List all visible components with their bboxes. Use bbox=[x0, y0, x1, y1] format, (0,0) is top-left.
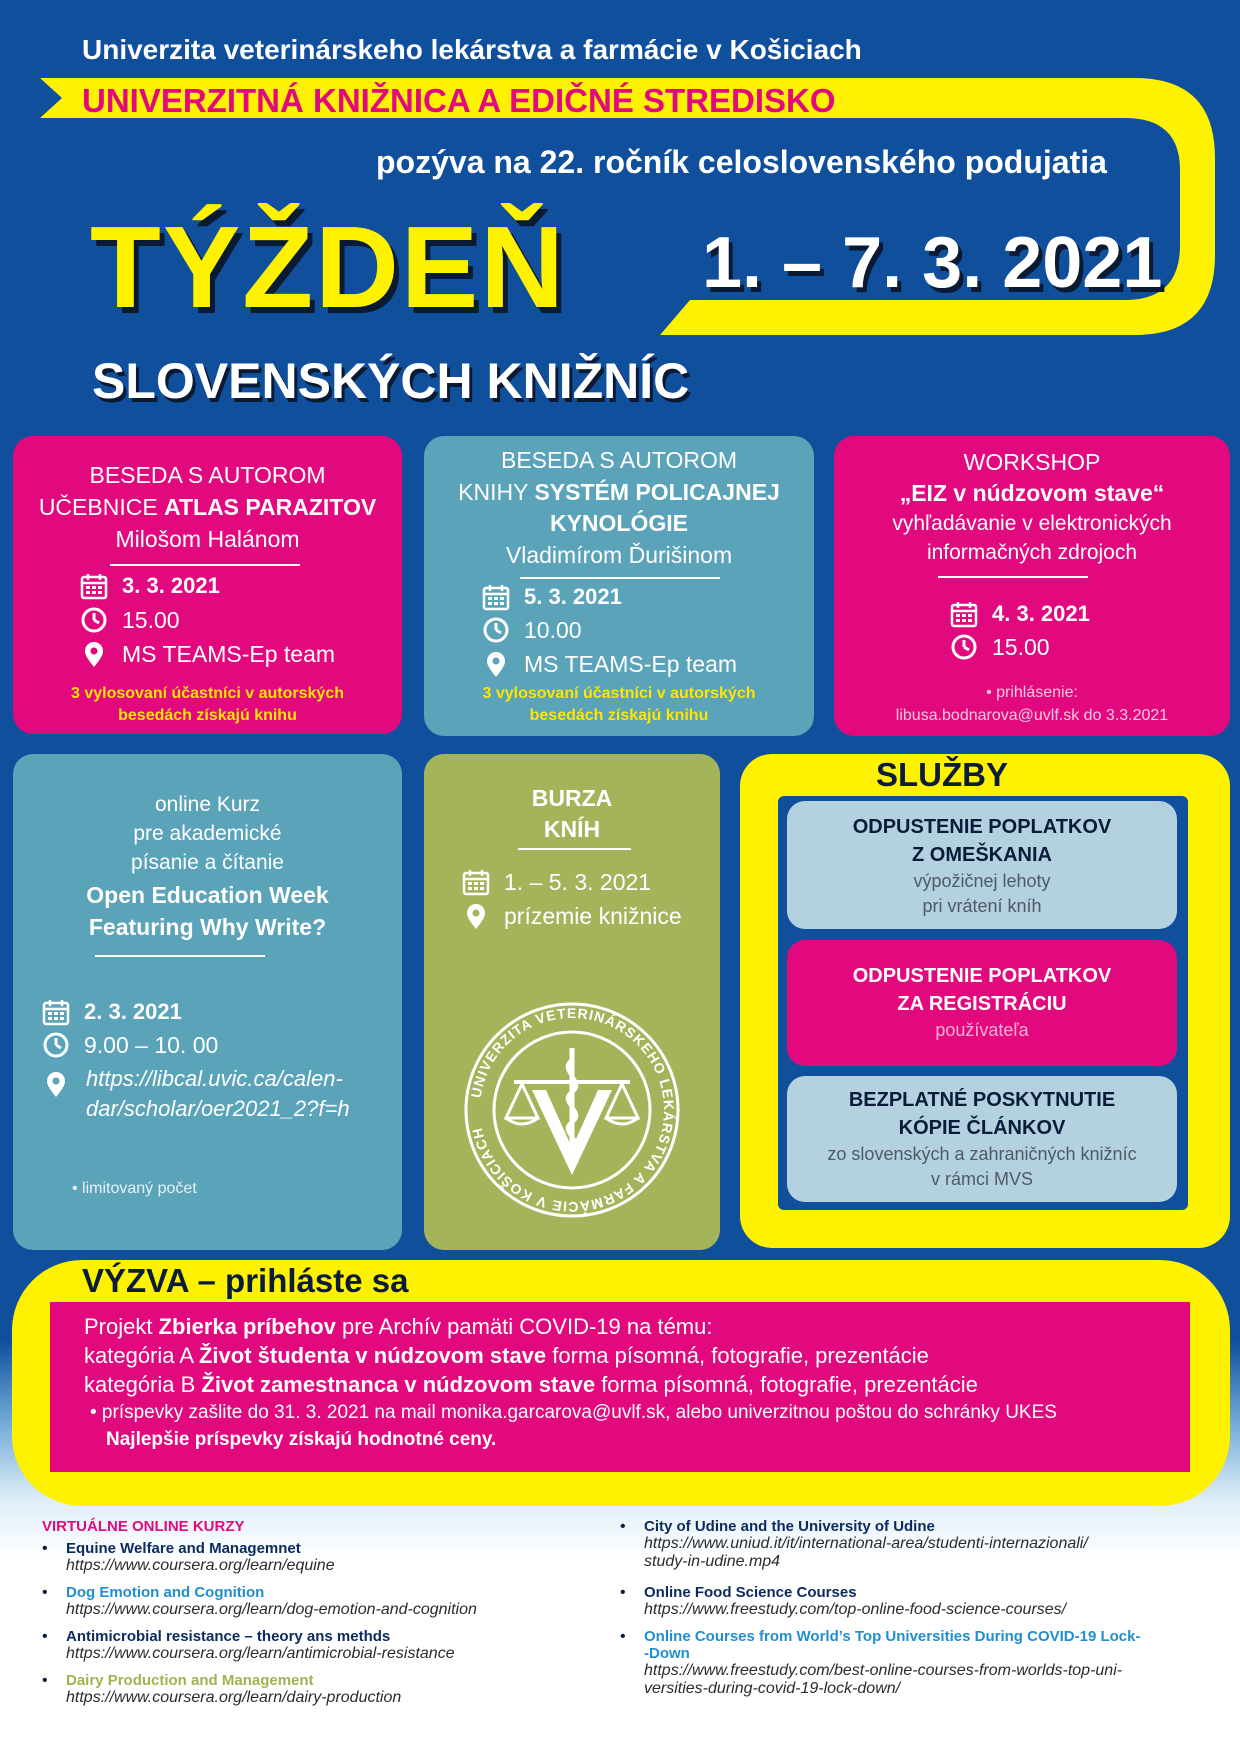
challenge-line-prize: Najlepšie príspevky získajú hodnotné ceny. bbox=[106, 1429, 497, 1450]
course-line2: pre akademické bbox=[133, 822, 282, 845]
kyn-line3: KYNOLÓGIE bbox=[549, 510, 688, 536]
atlas-line2: UČEBNICE ATLAS PARAZITOV bbox=[38, 494, 377, 520]
invite-text: pozýva na 22. ročník celoslovenského podujatia bbox=[376, 144, 1107, 180]
service-item-late-fees: ODPUSTENIE POPLATKOV Z OMEŠKANIA výpožičnej lehoty pri vrátení kníh bbox=[787, 801, 1177, 929]
services-title: SLUŽBY bbox=[876, 756, 1008, 793]
calendar-icon bbox=[950, 600, 978, 628]
burza-line1: BURZA bbox=[531, 785, 613, 811]
atlas-time-row bbox=[80, 606, 180, 634]
challenge-line-project: Projekt Zbierka príbehov pre Archív pamäti COVID-19 na tému: bbox=[84, 1314, 713, 1339]
challenge-content bbox=[84, 1312, 1184, 1453]
kyn-line2: KNIHY SYSTÉM POLICAJNEJ bbox=[458, 479, 780, 505]
course-limit: • limitovaný počet bbox=[72, 1180, 197, 1197]
library-name: UNIVERZITNÁ KNIŽNICA A EDIČNÉ STREDISKO bbox=[82, 82, 836, 119]
calendar-icon bbox=[482, 583, 510, 611]
clock-icon bbox=[482, 616, 510, 644]
ws-divider bbox=[938, 576, 1088, 578]
ws-date: 4. 3. 2021 bbox=[992, 601, 1090, 626]
kyn-line1: BESEDA S AUTOROM bbox=[500, 447, 738, 473]
location-pin-icon bbox=[42, 1070, 70, 1098]
list-item[interactable]: • Equine Welfare and Managemnet https://www.coursera.org/learn/equine bbox=[42, 1540, 335, 1574]
list-item[interactable]: • Dog Emotion and Cognition https://www.coursera.org/learn/dog-emotion-and-cognition bbox=[42, 1584, 477, 1618]
title-big: TÝŽDEŇ bbox=[90, 202, 566, 332]
university-seal-logo bbox=[462, 1000, 682, 1220]
challenge-line-deadline: • príspevky zašlite do 31. 3. 2021 na mail monika.garcarova@uvlf.sk, alebo univerzitnou poštou do schránky UKES bbox=[90, 1402, 1057, 1423]
clock-icon bbox=[42, 1031, 70, 1059]
atlas-author: Milošom Halánom bbox=[115, 526, 300, 552]
course-divider bbox=[95, 955, 265, 957]
atlas-time: 15.00 bbox=[122, 606, 180, 633]
ws-time: 15.00 bbox=[992, 633, 1050, 660]
atlas-date: 3. 3. 2021 bbox=[122, 573, 220, 598]
burza-place: prízemie knižnice bbox=[504, 902, 682, 929]
ws-reg-label: • prihlásenie: bbox=[986, 684, 1078, 701]
ws-reg-text: libusa.bodnarova@uvlf.sk do 3.3.2021 bbox=[895, 707, 1169, 724]
kyn-time-row bbox=[482, 616, 582, 644]
course-title1: Open Education Week bbox=[86, 882, 329, 908]
atlas-place: MS TEAMS-Ep team bbox=[122, 640, 336, 667]
atlas-note: 3 vylosovaní účastníci v autorských besedách získajú knihu bbox=[70, 685, 344, 724]
list-item[interactable]: • Dairy Production and Management https://www.coursera.org/learn/dairy-production bbox=[42, 1672, 402, 1706]
ws-line1: WORKSHOP bbox=[963, 449, 1101, 475]
clock-icon bbox=[80, 606, 108, 634]
location-pin-icon bbox=[482, 650, 510, 678]
atlas-divider bbox=[110, 564, 300, 566]
location-pin-icon bbox=[80, 640, 108, 668]
course-time: 9.00 – 10. 00 bbox=[84, 1031, 219, 1058]
svg-text:UNIVERZITA VETERINÁRSKEHO LEKÁ: UNIVERZITA VETERINÁRSKEHO LEKÁRSTVA A FARMÁCIE V KOŠICIACH bbox=[467, 1004, 678, 1216]
kyn-time: 10.00 bbox=[524, 616, 582, 643]
course-url-line2[interactable]: dar/scholar/oer2021_2?f=h bbox=[86, 1096, 350, 1121]
list-item[interactable]: • Online Food Science Courses https://www.freestudy.com/top-online-food-science-courses/ bbox=[620, 1584, 1067, 1618]
calendar-icon bbox=[80, 572, 108, 600]
kyn-author: Vladimírom Ďurišinom bbox=[505, 542, 733, 568]
ws-time-row bbox=[950, 633, 1050, 661]
calendar-icon bbox=[462, 868, 490, 896]
location-pin-icon bbox=[462, 902, 490, 930]
kyn-place: MS TEAMS-Ep team bbox=[524, 650, 738, 677]
course-title2: Featuring Why Write? bbox=[88, 914, 327, 940]
calendar-icon bbox=[42, 998, 70, 1026]
ws-line3: vyhľadávanie v elektronických bbox=[892, 512, 1172, 535]
course-line3: písanie a čítanie bbox=[131, 851, 284, 874]
subtitle: SLOVENSKÝCH KNIŽNÍC bbox=[92, 353, 690, 409]
challenge-title: VÝZVA – prihláste sa bbox=[82, 1262, 409, 1299]
course-time-row bbox=[42, 1031, 218, 1059]
service-item-article-copies: BEZPLATNÉ POSKYTNUTIE KÓPIE ČLÁNKOV zo slovenských a zahraničných knižníc v rámci MVS bbox=[787, 1076, 1177, 1202]
kyn-date-row bbox=[482, 583, 622, 611]
online-list-right bbox=[620, 1518, 1200, 1716]
burza-dates: 1. – 5. 3. 2021 bbox=[504, 868, 652, 895]
course-url-line1[interactable]: https://libcal.uvic.ca/calen- bbox=[86, 1066, 343, 1091]
burza-date-row bbox=[462, 868, 651, 896]
burza-divider bbox=[518, 848, 631, 850]
clock-icon bbox=[950, 633, 978, 661]
course-line1: online Kurz bbox=[154, 793, 261, 816]
list-item[interactable]: • City of Udine and the University of Udine https://www.uniud.it/it/international-area/studenti-internazionali/ study-in-udine.mp4 bbox=[620, 1518, 1088, 1570]
list-item[interactable]: • Antimicrobial resistance – theory ans methds https://www.coursera.org/learn/antimicrobial-resistance bbox=[42, 1628, 455, 1662]
burza-line2: KNÍH bbox=[543, 816, 601, 842]
university-name: Univerzita veterinárskeho lekárstva a farmácie v Košiciach bbox=[82, 34, 862, 65]
service-item-registration: ODPUSTENIE POPLATKOV ZA REGISTRÁCIU používateľa bbox=[787, 940, 1177, 1066]
challenge-line-category-a: kategória A Život študenta v núdzovom stave forma písomná, fotografie, prezentácie bbox=[84, 1343, 929, 1368]
kyn-divider bbox=[520, 577, 720, 579]
event-dates: 1. – 7. 3. 2021 bbox=[702, 223, 1163, 303]
atlas-date-row bbox=[80, 572, 220, 600]
online-heading: VIRTUÁLNE ONLINE KURZY bbox=[42, 1518, 245, 1535]
kyn-date: 5. 3. 2021 bbox=[524, 584, 622, 609]
kyn-note: 3 vylosovaní účastníci v autorských besedách získajú knihu bbox=[482, 685, 756, 724]
atlas-place-row bbox=[80, 640, 335, 668]
ws-date-row bbox=[950, 600, 1090, 628]
course-date-row bbox=[42, 998, 182, 1026]
course-date: 2. 3. 2021 bbox=[84, 999, 182, 1024]
ws-line4: informačných zdrojoch bbox=[926, 541, 1138, 564]
online-list-left bbox=[42, 1540, 602, 1716]
challenge-line-category-b: kategória B Život zamestnanca v núdzovom stave forma písomná, fotografie, prezentácie bbox=[84, 1372, 978, 1397]
ws-line2: „EIZ v núdzovom stave“ bbox=[899, 480, 1165, 506]
burza-place-row bbox=[462, 902, 682, 930]
kyn-place-row bbox=[482, 650, 737, 678]
atlas-line1: BESEDA S AUTOROM bbox=[89, 462, 326, 488]
list-item[interactable]: • Online Courses from World’s Top Universities During COVID-19 Lock- -Down https://www.freestudy.com/best-online-courses-from-worlds-top-uni- versities-during-covid-19-lock-down/ bbox=[620, 1628, 1141, 1697]
